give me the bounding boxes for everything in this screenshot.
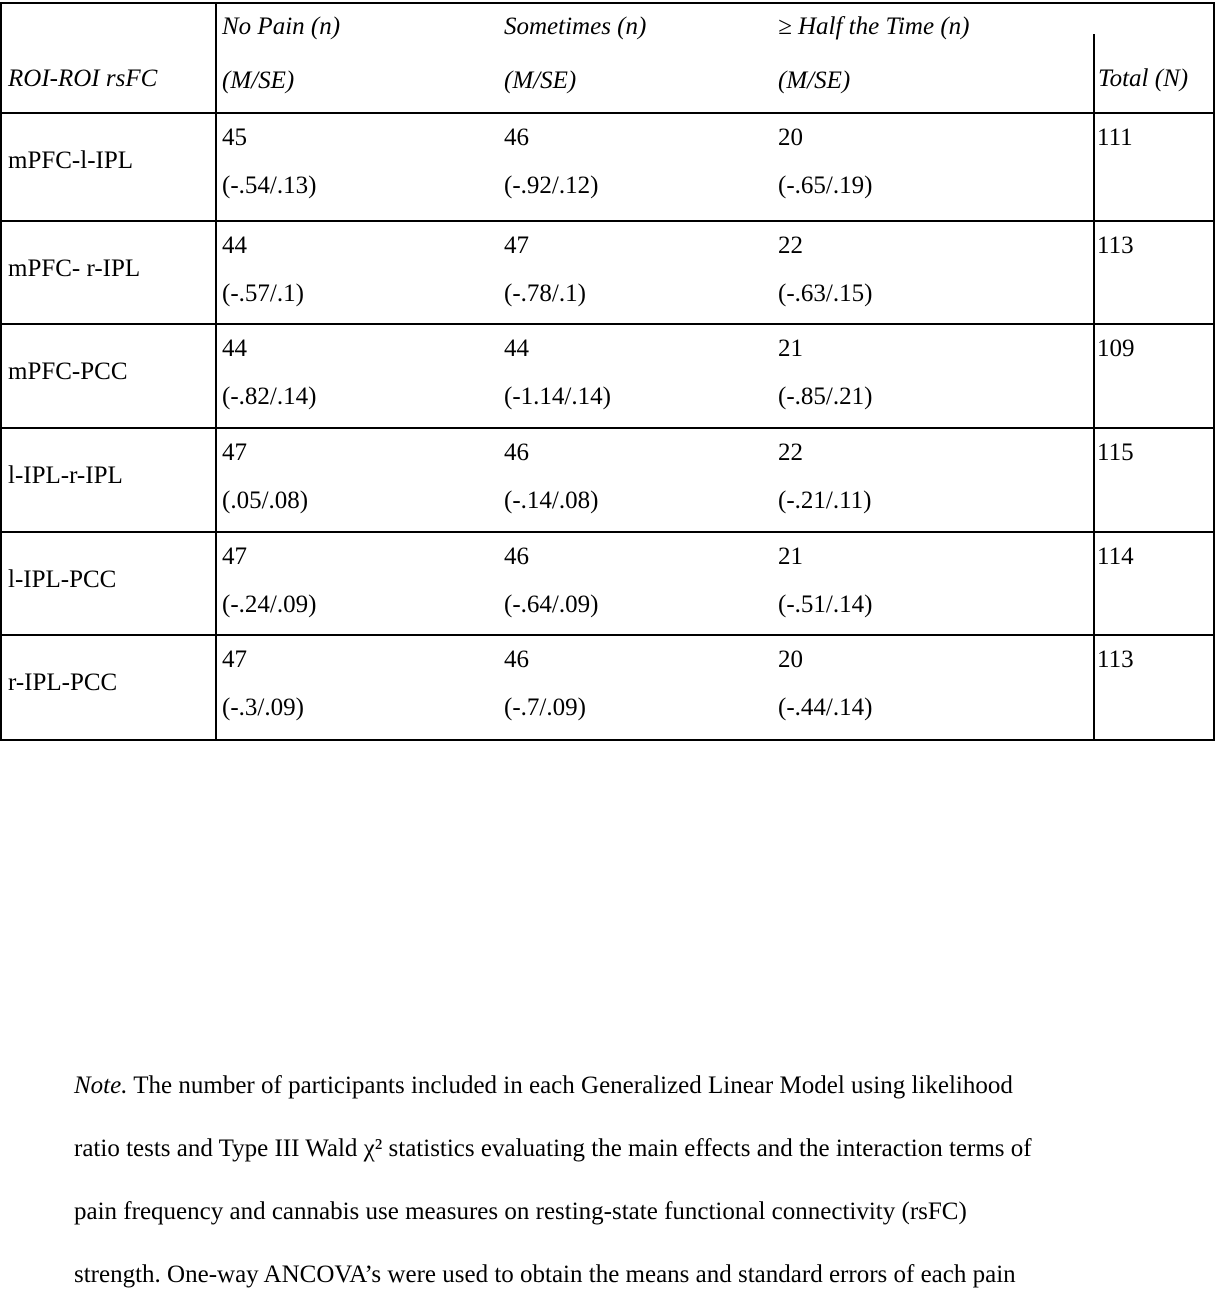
row-line-1	[0, 220, 1215, 222]
header-half-mse: (M/SE)	[778, 67, 851, 94]
cell-total: 113	[1097, 646, 1134, 673]
cell-sometimes-mse: (-.78/.1)	[504, 280, 586, 307]
header-sometimes-n: Sometimes (n)	[504, 13, 647, 40]
cell-no-pain-n: 44	[222, 335, 247, 362]
cell-half-mse: (-.51/.14)	[778, 591, 873, 618]
header-roi: ROI-ROI rsFC	[8, 65, 158, 92]
cell-half-n: 20	[778, 646, 803, 673]
row-roi-label: r-IPL-PCC	[8, 669, 118, 696]
header-total: Total (N)	[1098, 65, 1189, 92]
cell-no-pain-mse: (-.57/.1)	[222, 280, 304, 307]
header-no-pain-n: No Pain (n)	[222, 13, 341, 40]
cell-sometimes-n: 46	[504, 543, 529, 570]
row-line-5	[0, 634, 1215, 636]
cell-total: 109	[1097, 335, 1135, 362]
note-label: Note.	[74, 1072, 128, 1099]
row-line-2	[0, 323, 1215, 325]
header-half-n: ≥ Half the Time (n)	[778, 13, 970, 40]
cell-total: 113	[1097, 232, 1134, 259]
header-no-pain-mse: (M/SE)	[222, 67, 295, 94]
row-roi-label: mPFC-l-IPL	[8, 147, 134, 174]
row-line-roi-0	[0, 112, 215, 114]
note-line-3: pain frequency and cannabis use measures on resting-state functional connectivity (rsFC)	[74, 1198, 967, 1225]
cell-sometimes-n: 46	[504, 646, 529, 673]
header-sometimes-mse: (M/SE)	[504, 67, 577, 94]
note-line-4: strength. One-way ANCOVA’s were used to obtain the means and standard errors of each pain	[74, 1261, 1016, 1288]
cell-no-pain-mse: (-.3/.09)	[222, 694, 304, 721]
table-bottom-border	[0, 739, 1215, 741]
table-note	[74, 1054, 1154, 1306]
cell-sometimes-n: 47	[504, 232, 529, 259]
cell-no-pain-n: 47	[222, 543, 247, 570]
cell-sometimes-mse: (-.92/.12)	[504, 172, 599, 199]
cell-total: 114	[1097, 543, 1134, 570]
cell-sometimes-mse: (-.7/.09)	[504, 694, 586, 721]
cell-no-pain-mse: (.05/.08)	[222, 487, 309, 514]
cell-sometimes-n: 46	[504, 124, 529, 151]
cell-half-mse: (-.44/.14)	[778, 694, 873, 721]
cell-half-n: 20	[778, 124, 803, 151]
row-line-3	[0, 427, 1215, 429]
row-roi-label: mPFC-PCC	[8, 358, 128, 385]
row-roi-label: l-IPL-PCC	[8, 566, 117, 593]
cell-no-pain-mse: (-.82/.14)	[222, 383, 317, 410]
cell-sometimes-n: 46	[504, 439, 529, 466]
cell-no-pain-n: 44	[222, 232, 247, 259]
cell-half-n: 21	[778, 543, 803, 570]
cell-half-mse: (-.63/.15)	[778, 280, 873, 307]
cell-half-mse: (-.21/.11)	[778, 487, 872, 514]
note-line-2: ratio tests and Type III Wald χ² statistics evaluating the main effects and the interaction terms of	[74, 1135, 1032, 1162]
cell-total: 111	[1097, 124, 1133, 151]
cell-no-pain-mse: (-.54/.13)	[222, 172, 317, 199]
cell-no-pain-mse: (-.24/.09)	[222, 591, 317, 618]
cell-half-n: 22	[778, 232, 803, 259]
row-line-data-0	[215, 112, 1215, 114]
row-line-4	[0, 531, 1215, 533]
row-roi-label: mPFC- r-IPL	[8, 255, 141, 282]
cell-half-mse: (-.65/.19)	[778, 172, 873, 199]
cell-sometimes-mse: (-.64/.09)	[504, 591, 599, 618]
cell-no-pain-n: 47	[222, 439, 247, 466]
cell-total: 115	[1097, 439, 1134, 466]
table-top-border	[0, 2, 1215, 4]
row-roi-label: l-IPL-r-IPL	[8, 462, 123, 489]
cell-sometimes-n: 44	[504, 335, 529, 362]
note-line-1	[74, 1054, 1154, 1117]
cell-no-pain-n: 45	[222, 124, 247, 151]
cell-sometimes-mse: (-.14/.08)	[504, 487, 599, 514]
cell-no-pain-n: 47	[222, 646, 247, 673]
cell-sometimes-mse: (-1.14/.14)	[504, 383, 611, 410]
note-text-1: The number of participants included in each Generalized Linear Model using likelihood	[127, 1072, 1013, 1099]
cell-half-n: 22	[778, 439, 803, 466]
cell-half-mse: (-.85/.21)	[778, 383, 873, 410]
cell-half-n: 21	[778, 335, 803, 362]
